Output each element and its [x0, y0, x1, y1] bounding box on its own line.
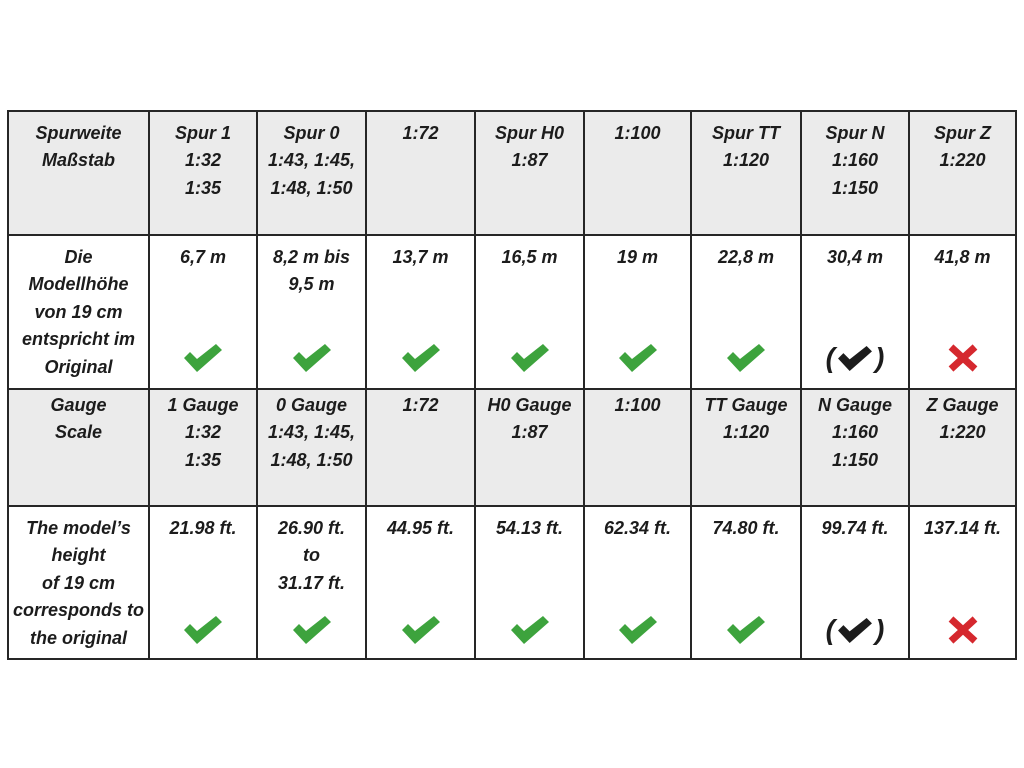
cell-text: 1:160	[831, 422, 879, 443]
cell-text: 62.34 ft.	[603, 518, 672, 538]
table-cell	[910, 112, 1015, 234]
check-icon	[402, 344, 440, 372]
cell-text: The model’s	[26, 518, 131, 538]
cell-text: von 19 cm	[34, 301, 123, 322]
cell-text: 1:120	[722, 150, 770, 171]
cell-text: 1:48, 1:50	[270, 449, 353, 470]
cell-text: Modellhöhe	[28, 274, 129, 295]
cell-text: 8,2 m bis	[272, 247, 351, 267]
table-cell	[692, 112, 800, 234]
cell-text: 22,8 m	[717, 247, 775, 267]
cell-text: 1:72	[402, 395, 439, 415]
cell-text: Spur N	[825, 123, 885, 143]
status-mark	[258, 343, 365, 373]
cell-text: 1:87	[511, 150, 548, 171]
cell-text: 21.98 ft.	[169, 518, 237, 538]
table-cell	[585, 112, 690, 234]
close-parenthesis: )	[875, 342, 885, 373]
status-mark	[802, 343, 908, 373]
status-mark	[367, 343, 474, 373]
cell-text: corresponds to	[12, 600, 145, 621]
status-mark	[150, 615, 256, 645]
cell-text: 1:32	[184, 150, 222, 171]
cell-text: Maßstab	[41, 150, 115, 171]
check-icon	[838, 618, 872, 643]
cell-text: the original	[29, 627, 127, 648]
cell-text: Spur TT	[712, 123, 780, 143]
table-cell	[367, 236, 474, 388]
cell-text: Z Gauge	[926, 395, 999, 415]
table-cell	[802, 507, 908, 658]
cell-text: 1:100	[614, 123, 661, 143]
cross-icon	[948, 616, 978, 644]
check-icon	[293, 616, 331, 644]
status-mark	[585, 615, 690, 645]
status-mark	[150, 343, 256, 373]
cell-text: 16,5 m	[501, 247, 558, 267]
cell-text: entspricht im	[21, 329, 136, 350]
cell-text: 1:150	[831, 449, 879, 470]
status-mark	[692, 343, 800, 373]
gauge-comparison-table	[7, 110, 1017, 660]
cell-text: Gauge	[50, 395, 107, 415]
check-icon	[727, 344, 765, 372]
table-cell	[476, 236, 583, 388]
cell-text: Spurweite	[35, 123, 122, 143]
cell-text: Spur 0	[283, 123, 340, 143]
status-mark	[692, 615, 800, 645]
cell-text: N Gauge	[817, 395, 892, 415]
cell-text: 1:160	[831, 150, 879, 171]
cell-text: 1 Gauge	[167, 395, 239, 415]
cell-text: 99.74 ft.	[821, 518, 889, 538]
table-cell	[802, 390, 908, 505]
table-cell	[476, 390, 583, 505]
table-cell	[585, 390, 690, 505]
table-cell	[692, 507, 800, 658]
table-cell	[692, 236, 800, 388]
cell-text: 74.80 ft.	[712, 518, 780, 538]
status-mark	[910, 343, 1015, 373]
row-label-cell	[9, 507, 148, 658]
cell-text: 1:43, 1:45,	[267, 150, 356, 171]
status-mark	[367, 615, 474, 645]
check-icon	[619, 616, 657, 644]
table-cell	[692, 390, 800, 505]
cell-text: to	[303, 545, 320, 566]
check-icon	[838, 346, 872, 371]
cell-text: 1:100	[614, 395, 661, 415]
check-icon	[293, 344, 331, 372]
cell-text: 41,8 m	[934, 247, 991, 267]
cell-text: 1:120	[722, 422, 770, 443]
table-cell	[367, 390, 474, 505]
cell-text: 1:87	[511, 422, 548, 443]
table-cell	[150, 236, 256, 388]
cell-text: Scale	[54, 422, 103, 443]
cell-text: of 19 cm	[41, 572, 116, 593]
check-icon	[511, 616, 549, 644]
cell-text: 1:32	[184, 422, 222, 443]
cell-text: 1:35	[184, 449, 222, 470]
table-cell	[367, 112, 474, 234]
cell-text: 54.13 ft.	[495, 518, 564, 538]
table-cell	[585, 236, 690, 388]
status-mark	[910, 615, 1015, 645]
table-cell	[258, 507, 365, 658]
table-cell	[367, 507, 474, 658]
cell-text: 9,5 m	[288, 274, 335, 295]
table-cell	[150, 390, 256, 505]
cell-text: 19 m	[616, 247, 659, 267]
cell-text: 1:35	[184, 177, 222, 198]
status-mark	[476, 615, 583, 645]
cell-text: 0 Gauge	[275, 395, 348, 415]
table-cell	[802, 236, 908, 388]
open-parenthesis: (	[825, 614, 835, 645]
row-label-cell	[9, 112, 148, 234]
row-label-cell	[9, 390, 148, 505]
open-parenthesis: (	[825, 342, 835, 373]
cell-text: 1:220	[939, 150, 986, 171]
cell-text: 1:43, 1:45,	[267, 422, 356, 443]
table-cell	[910, 507, 1015, 658]
cell-text: 1:150	[831, 177, 879, 198]
status-mark	[585, 343, 690, 373]
table-cell	[150, 507, 256, 658]
cross-icon	[948, 344, 978, 372]
cell-text: 137.14 ft.	[923, 518, 1002, 538]
cell-text: height	[51, 545, 106, 566]
cell-text: TT Gauge	[704, 395, 788, 415]
check-icon	[184, 616, 222, 644]
table-cell	[258, 236, 365, 388]
table-cell	[476, 112, 583, 234]
table-cell	[476, 507, 583, 658]
check-icon	[619, 344, 657, 372]
check-icon	[184, 344, 222, 372]
cell-text: H0 Gauge	[487, 395, 572, 415]
cell-text: 26.90 ft.	[277, 518, 346, 538]
check-icon	[511, 344, 549, 372]
cell-text: Spur 1	[174, 123, 231, 143]
cell-text: 1:220	[939, 422, 986, 443]
close-parenthesis: )	[875, 614, 885, 645]
cell-text: 13,7 m	[392, 247, 449, 267]
status-mark	[802, 615, 908, 645]
cell-text: Original	[44, 356, 113, 377]
table-cell	[910, 390, 1015, 505]
table-cell	[585, 507, 690, 658]
cell-text: 1:48, 1:50	[270, 177, 353, 198]
table-cell	[150, 112, 256, 234]
table-cell	[258, 390, 365, 505]
cell-text: Spur Z	[934, 123, 991, 143]
status-mark	[476, 343, 583, 373]
check-icon	[727, 616, 765, 644]
cell-text: Spur H0	[494, 123, 564, 143]
row-label-cell	[9, 236, 148, 388]
check-icon	[402, 616, 440, 644]
cell-text: 31.17 ft.	[277, 572, 346, 593]
cell-text: 6,7 m	[179, 247, 227, 267]
status-mark	[258, 615, 365, 645]
cell-text: 44.95 ft.	[386, 518, 455, 538]
table-cell	[258, 112, 365, 234]
cell-text: 1:72	[402, 123, 439, 143]
cell-text: 30,4 m	[826, 247, 884, 267]
table-cell	[802, 112, 908, 234]
table-cell	[910, 236, 1015, 388]
cell-text: Die	[64, 247, 93, 267]
